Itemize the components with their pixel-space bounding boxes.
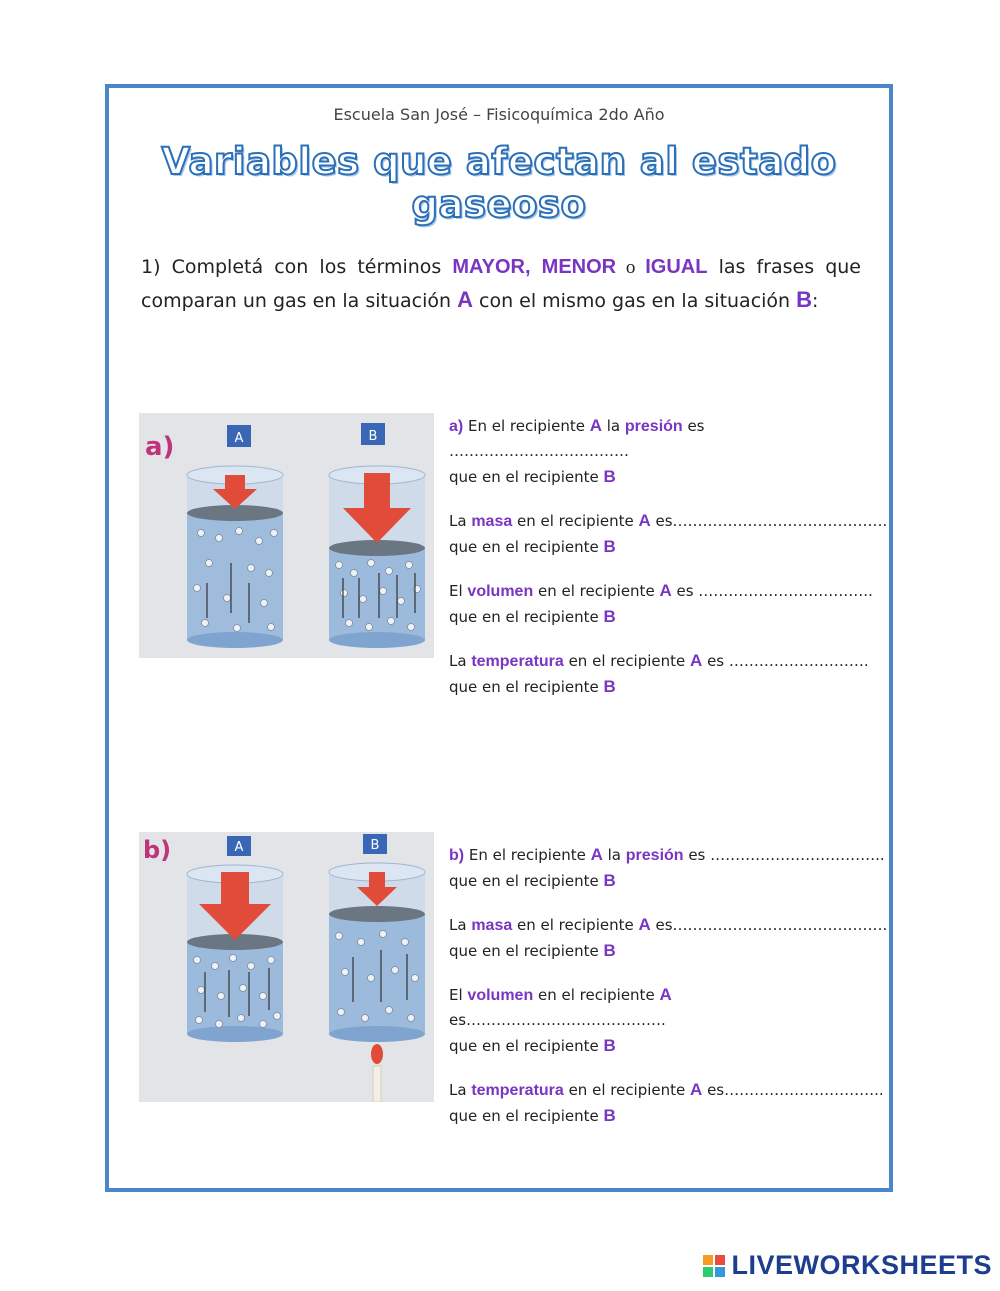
q-letter-a: A [638,511,651,530]
school-header: Escuela San José – Fisicoquímica 2do Año [333,105,665,124]
q-text: En el recipiente [464,846,591,864]
logo-blocks-icon [703,1255,725,1277]
question-b-masa [449,912,889,964]
q-variable: temperatura [471,653,564,670]
keyword-mayor: MAYOR [452,256,525,278]
q-text: la [602,846,626,864]
q-text: en el recipiente [533,986,660,1004]
q-text: en el recipiente [563,1081,691,1099]
q-text: La [449,512,472,530]
q-text: la [601,417,625,435]
q-text: que en el recipiente [449,678,604,696]
q-letter-b: B [603,467,616,486]
intro-situation-a: A [457,287,473,312]
q-letter-b: B [603,537,616,556]
q-letter-a: A [690,1080,703,1099]
figure-b-label: b) [143,836,172,864]
q-text: en el recipiente [512,916,639,934]
q-text: que en el recipiente [449,1037,604,1055]
q-letter-b: B [603,1106,616,1125]
intro-text-3: con el mismo gas en la situación [472,290,797,312]
q-text: La [449,916,472,934]
q-letter-a: A [659,581,672,600]
question-b-presion [449,842,889,894]
q-letter-b: B [603,871,616,890]
container-a [187,466,283,648]
answer-blank[interactable]: es…………………………………. [449,1011,666,1029]
q-letter-a: A [590,845,603,864]
q-variable: masa [471,513,513,530]
question-label-b: b) [449,847,465,864]
q-variable: presión [625,847,684,864]
liveworksheets-logo [703,1250,992,1281]
intro-comma: , [525,256,531,278]
q-text: que en el recipiente [449,538,604,556]
q-text: que en el recipiente [449,608,604,626]
worksheet-frame [105,84,893,1192]
figure-a-label: a) [145,432,175,462]
answer-blank[interactable]: es……………………………………. [650,512,888,530]
q-variable: temperatura [471,1082,564,1099]
answer-blank[interactable]: es ………………………. [702,652,869,670]
answer-blank[interactable]: es …………………………….. [683,846,885,864]
question-label-a: a) [449,418,464,435]
question-b-temperatura [449,1077,889,1129]
answer-blank[interactable]: es……………………………………. [650,916,888,934]
intro-text-1: 1) Completá con los términos [141,256,453,278]
question-a-masa [449,508,889,560]
figure-a [139,413,434,658]
candle-icon [371,1044,383,1102]
q-letter-b: B [603,677,616,696]
q-letter-a: A [659,985,672,1004]
q-text: que en el recipiente [449,942,604,960]
questions-a [449,413,889,718]
q-variable: presión [624,418,683,435]
q-letter-b: B [603,941,616,960]
brand-name: LIVEWORKSHEETS [731,1250,992,1280]
q-text: El [449,582,468,600]
q-text: en el recipiente [512,512,639,530]
instructions [141,251,861,317]
container-b [329,466,425,648]
intro-colon: : [812,290,819,312]
q-text: que en el recipiente [449,468,604,486]
keyword-menor: MENOR [541,256,617,278]
q-letter-a: A [638,915,651,934]
answer-blank[interactable]: es …………………………….. [671,582,873,600]
question-a-temperatura [449,648,889,700]
intro-situation-b: B [796,287,813,312]
q-text: en el recipiente [563,652,691,670]
q-letter-a: A [690,651,703,670]
q-variable: volumen [467,987,534,1004]
questions-b [449,842,889,1147]
q-letter-b: B [603,607,616,626]
figure-b [139,832,434,1102]
q-text: En el recipiente [463,417,590,435]
q-text: El [449,986,468,1004]
figure-b-tag-b-text: B [370,838,380,853]
figure-b-tag-a-text: A [234,840,244,855]
answer-blank[interactable]: es ……………………………… [449,417,705,460]
keyword-igual: IGUAL [645,256,708,278]
q-letter-b: B [603,1036,616,1055]
q-text: en el recipiente [533,582,660,600]
q-variable: volumen [467,583,534,600]
question-a-presion [449,413,889,490]
question-a-volumen [449,578,889,630]
q-text: que en el recipiente [449,872,604,890]
q-text: La [449,1081,472,1099]
intro-or: o [616,257,646,278]
q-letter-a: A [589,416,602,435]
q-variable: masa [471,917,513,934]
figure-a-tag-a-text: A [234,431,244,446]
question-b-volumen [449,982,889,1059]
answer-blank[interactable]: es………………………….. [702,1081,884,1099]
container-b-b [329,863,425,1042]
q-text: que en el recipiente [449,1107,604,1125]
page-title: Variables que afectan al estado gaseoso [161,140,837,226]
intro-text-2: las frases que comparan un gas en la situación [141,256,862,312]
container-b-a [187,865,283,1042]
q-text: La [449,652,472,670]
figure-a-tag-b-text: B [368,429,378,444]
